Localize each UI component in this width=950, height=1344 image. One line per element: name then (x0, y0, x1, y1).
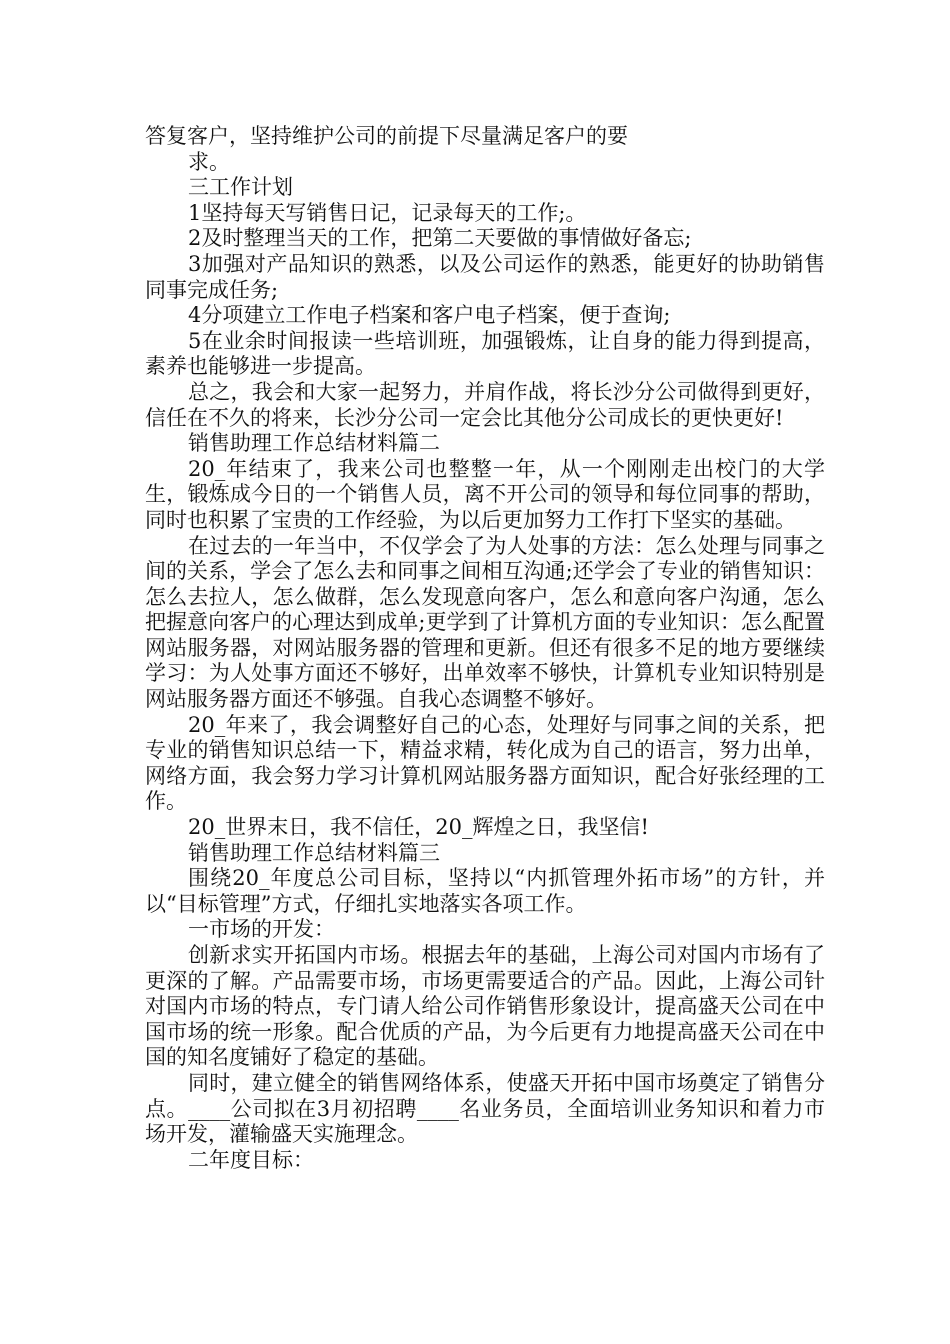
body-paragraph: 围绕20_年度总公司目标，坚持以“内抓管理外拓市场”的方针，并以“目标管理”方式，仔细扎实地落实各项工作。 (145, 866, 825, 916)
paragraph-continuation: 答复客户，坚持维护公司的前提下尽量满足客户的要 (145, 124, 628, 148)
plan-item-1: 1坚持每天写销售日记，记录每天的工作;。 (188, 200, 587, 225)
body-paragraph: 同时，建立健全的销售网络体系，使盛天开拓中国市场奠定了销售分点。____公司拟在3月初招聘____名业务员，全面培训业务知识和着力市场开发，灌输盛天实施理念。 (145, 1070, 825, 1147)
section-heading-work-plan: 三工作计划 (188, 175, 293, 200)
body-paragraph: 20_世界末日，我不信任，20_辉煌之日，我坚信! (188, 815, 649, 840)
conclusion-paragraph: 总之，我会和大家一起努力，并肩作战，将长沙分公司做得到更好，信任在不久的将来，长沙分公司一定会比其他分公司成长的更快更好! (145, 379, 825, 430)
plan-item-3: 3加强对产品知识的熟悉，以及公司运作的熟悉，能更好的协助销售同事完成任务; (145, 251, 825, 302)
section-heading-annual-goals: 二年度目标： (188, 1147, 314, 1172)
plan-item-2: 2及时整理当天的工作，把第二天要做的事情做好备忘; (188, 226, 692, 251)
paragraph-continuation-end: 求。 (188, 149, 230, 174)
section-heading-market: 一市场的开发： (188, 917, 335, 942)
article-title-part-2: 销售助理工作总结材料篇二 (188, 431, 440, 456)
plan-item-4: 4分项建立工作电子档案和客户电子档案，便于查询; (188, 303, 671, 328)
body-paragraph: 20_年来了，我会调整好自己的心态，处理好与同事之间的关系，把专业的销售知识总结一下，精益求精，转化成为自己的语言，努力出单，网络方面，我会努力学习计算机网站服务器方面知识，配合好张经理的工作。 (145, 712, 825, 814)
plan-item-5: 5在业余时间报读一些培训班，加强锻炼，让自身的能力得到提高，素养也能够进一步提高。 (145, 328, 825, 379)
document-body (145, 124, 825, 1173)
body-paragraph: 创新求实开拓国内市场。根据去年的基础，上海公司对国内市场有了更深的了解。产品需要市场，市场更需要适合的产品。因此，上海公司针对国内市场的特点，专门请人给公司作销售形象设计，提高盛天公司在中国市场的统一形象。配合优质的产品，为今后更有力地提高盛天公司在中国的知名度铺好了稳定的基础。 (145, 943, 825, 1070)
body-paragraph: 在过去的一年当中，不仅学会了为人处事的方法：怎么处理与同事之间的关系，学会了怎么去和同事之间相互沟通;还学会了专业的销售知识：怎么去拉人，怎么做群，怎么发现意向客户，怎么和意向客户沟通，怎么把握意向客户的心理达到成单;更学到了计算机方面的专业知识：怎么配置网站服务器，对网站服务器的管理和更新。但还有很多不足的地方要继续学习：为人处事方面还不够好，出单效率不够快，计算机专业知识特别是网站服务器方面还不够强。自我心态调整不够好。 (145, 533, 825, 712)
body-paragraph: 20_年结束了，我来公司也整整一年，从一个刚刚走出校门的大学生，锻炼成今日的一个销售人员，离不开公司的领导和每位同事的帮助，同时也积累了宝贵的工作经验，为以后更加努力工作打下坚实的基础。 (145, 456, 825, 532)
article-title-part-3: 销售助理工作总结材料篇三 (188, 840, 440, 865)
